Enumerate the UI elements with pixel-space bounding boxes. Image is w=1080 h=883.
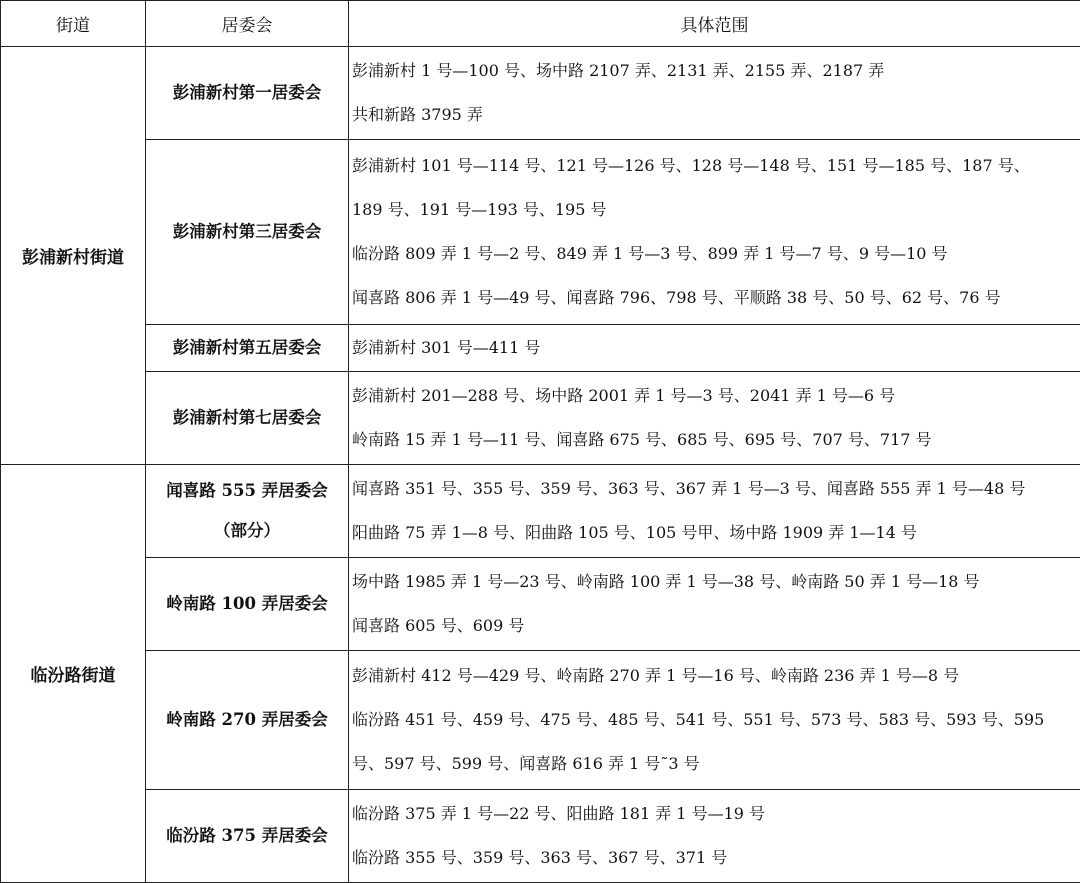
scope-cell: [349, 557, 1080, 650]
scope-line: 临汾路 355 号、359 号、363 号、367 号、371 号: [352, 847, 728, 867]
committee-name-line: 彭浦新村第三居委会: [172, 221, 322, 241]
committee-name-line: （部分）: [214, 520, 280, 540]
committee-cell: [146, 789, 349, 882]
scope-cell: [349, 47, 1080, 140]
committee-cell: [146, 557, 349, 650]
committee-cell: [146, 650, 349, 789]
street-cell: 彭浦新村街道: [1, 47, 146, 465]
committee-name-line: 岭南路 270 弄居委会: [166, 709, 328, 729]
committee-cell: [146, 324, 349, 371]
table-row: [1, 324, 1080, 371]
scope-line: 场中路 1985 弄 1 号—23 号、岭南路 100 弄 1 号—38 号、岭南路 50 弄 1 号—18 号: [352, 571, 980, 591]
scope-line: 彭浦新村 201—288 号、场中路 2001 弄 1 号—3 号、2041 弄 1 号—6 号: [352, 385, 896, 405]
table-row: [1, 464, 1080, 557]
header-row: [1, 1, 1080, 47]
scope-line: 189 号、191 号—193 号、195 号: [352, 199, 607, 219]
scope-line: 闻喜路 806 弄 1 号—49 号、闻喜路 796、798 号、平顺路 38 号、50 号、62 号、76 号: [352, 287, 1001, 307]
scope-line: 彭浦新村 1 号—100 号、场中路 2107 弄、2131 弄、2155 弄、2187 弄: [352, 61, 885, 80]
table-row: [1, 371, 1080, 464]
header-street: 街道: [1, 1, 146, 47]
committee-name-line: 闻喜路 555 弄居委会: [166, 480, 328, 500]
committee-name-line: 岭南路 100 弄居委会: [166, 593, 328, 613]
scope-cell: [349, 371, 1080, 464]
scope-cell: [349, 140, 1080, 325]
scope-line: 闻喜路 351 号、355 号、359 号、363 号、367 弄 1 号—3 号、闻喜路 555 弄 1 号—48 号: [352, 478, 1026, 498]
scope-cell: [349, 324, 1080, 371]
table-row: [1, 140, 1080, 325]
scope-line: 彭浦新村 412 号—429 号、岭南路 270 弄 1 号—16 号、岭南路 236 弄 1 号—8 号: [352, 665, 960, 685]
header-scope: 具体范围: [349, 1, 1080, 47]
scope-line: 彭浦新村 301 号—411 号: [352, 337, 541, 357]
scope-line: 临汾路 375 弄 1 号—22 号、阳曲路 181 弄 1 号—19 号: [352, 803, 766, 823]
scope-line: 临汾路 809 弄 1 号—2 号、849 弄 1 号—3 号、899 弄 1 号—7 号、9 号—10 号: [352, 243, 948, 263]
committee-name-line: 彭浦新村第五居委会: [172, 337, 322, 357]
committee-name-line: 彭浦新村第一居委会: [172, 83, 322, 102]
scope-cell: [349, 464, 1080, 557]
table-row: [1, 47, 1080, 140]
header-committee: 居委会: [146, 1, 349, 47]
scope-cell: [349, 789, 1080, 882]
committee-cell: [146, 47, 349, 140]
scope-line: 号、597 号、599 号、闻喜路 616 弄 1 号˜3 号: [352, 753, 700, 773]
street-cell: 临汾路街道: [1, 464, 146, 882]
table-row: [1, 557, 1080, 650]
committee-name-line: 彭浦新村第七居委会: [172, 407, 322, 427]
table-body: [1, 47, 1080, 883]
scope-line: 阳曲路 75 弄 1—8 号、阳曲路 105 号、105 号甲、场中路 1909 弄 1—14 号: [352, 522, 918, 542]
table-row: [1, 650, 1080, 789]
committee-cell: [146, 371, 349, 464]
committee-cell: [146, 464, 349, 557]
table-row: [1, 789, 1080, 882]
scope-line: 共和新路 3795 弄: [352, 105, 483, 124]
scope-line: 岭南路 15 弄 1 号—11 号、闻喜路 675 号、685 号、695 号、707 号、717 号: [352, 429, 932, 449]
scope-line: 临汾路 451 号、459 号、475 号、485 号、541 号、551 号、573 号、583 号、593 号、595: [352, 709, 1045, 729]
scope-cell: [349, 650, 1080, 789]
committee-cell: [146, 140, 349, 325]
committee-name-line: 临汾路 375 弄居委会: [166, 825, 328, 845]
scope-line: 闻喜路 605 号、609 号: [352, 615, 525, 635]
scope-line: 彭浦新村 101 号—114 号、121 号—126 号、128 号—148 号、151 号—185 号、187 号、: [352, 155, 1030, 175]
